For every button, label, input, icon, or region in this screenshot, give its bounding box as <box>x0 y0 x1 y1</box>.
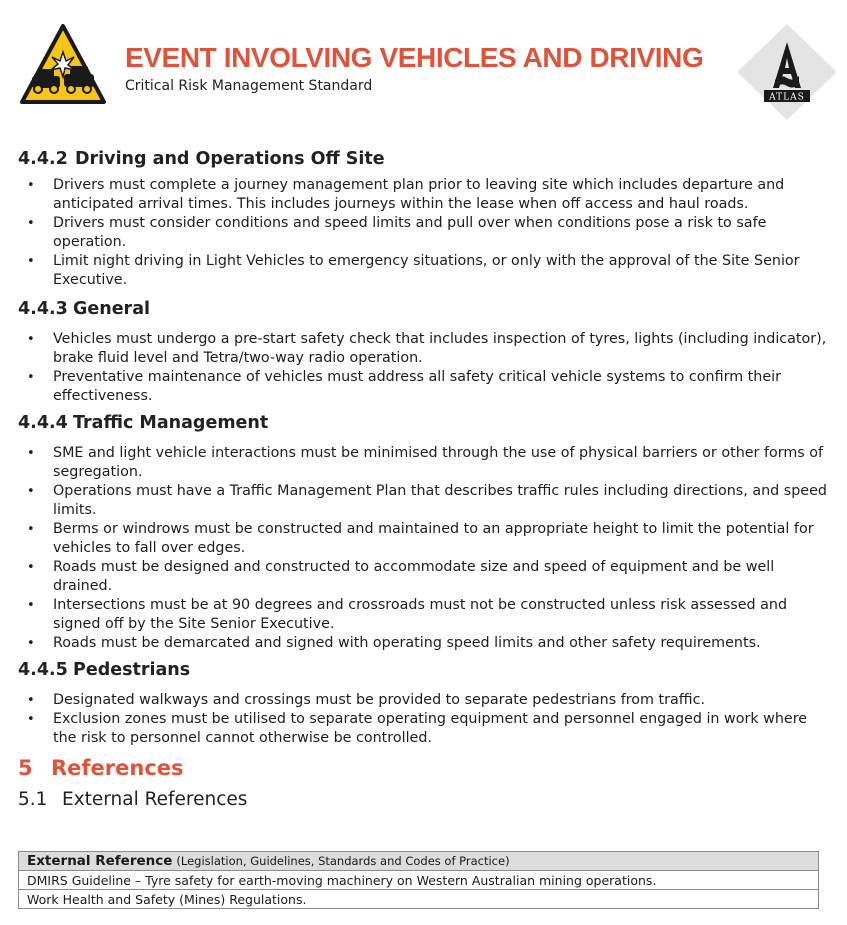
atlas-logo-text: ATLAS <box>769 92 805 103</box>
document-body <box>18 146 828 822</box>
list-item: • Intersections must be at 90 degrees and crossroads must not be constructed unless risk assessed and signed off by the Site Senior Executive. <box>18 596 828 634</box>
list-item: • Roads must be designed and constructed to accommodate size and speed of equipment and be well drained. <box>18 558 828 596</box>
references-heading <box>18 754 828 782</box>
bullet-list <box>18 444 828 653</box>
external-references-heading <box>18 786 828 814</box>
section-title: References <box>51 756 184 780</box>
list-item: • Designated walkways and crossings must be provided to separate pedestrians from traffic. <box>18 691 828 710</box>
section-heading <box>18 296 828 322</box>
section-4-4-3 <box>18 296 828 406</box>
external-references-table <box>18 851 819 909</box>
table-row <box>19 890 819 909</box>
bullet-list <box>18 691 828 748</box>
section-title: Pedestrians <box>73 660 191 680</box>
section-number: 4.4.5 <box>18 660 68 680</box>
atlas-logo <box>735 22 839 122</box>
section-4-4-4 <box>18 410 828 653</box>
section-heading <box>18 657 828 683</box>
bullet-list <box>18 176 828 290</box>
list-item: • Vehicles must undergo a pre-start safety check that includes inspection of tyres, lights (including indicator), brake fluid level and Tetra/two-way radio operation. <box>18 330 828 368</box>
table-cell: Work Health and Safety (Mines) Regulations. <box>19 890 819 909</box>
section-number: 5.1 <box>18 789 48 810</box>
section-title: Traffic Management <box>73 413 269 433</box>
section-heading <box>18 146 828 172</box>
section-title: Driving and Operations Off Site <box>75 149 385 169</box>
list-item: • Preventative maintenance of vehicles must address all safety critical vehicle systems to confirm their effectiveness. <box>18 368 828 406</box>
section-number: 4.4.4 <box>18 413 68 433</box>
table-header-label: External Reference <box>27 853 173 869</box>
list-item: • Berms or windrows must be constructed and maintained to an appropriate height to limit the potential for vehicles to fall over edges. <box>18 520 828 558</box>
list-item: • SME and light vehicle interactions must be minimised through the use of physical barriers or other forms of segregation. <box>18 444 828 482</box>
list-item: • Roads must be demarcated and signed with operating speed limits and other safety requirements. <box>18 634 828 653</box>
section-number: 4.4.3 <box>18 299 68 319</box>
document-title: EVENT INVOLVING VEHICLES AND DRIVING <box>125 42 704 73</box>
table-header-row <box>19 852 819 871</box>
section-title: General <box>73 299 150 319</box>
list-item: • Operations must have a Traffic Management Plan that describes traffic rules including directions, and speed limits. <box>18 482 828 520</box>
section-title: External References <box>62 789 248 810</box>
bullet-list <box>18 330 828 406</box>
table-cell: DMIRS Guideline – Tyre safety for earth-moving machinery on Western Australian mining operations. <box>19 871 819 890</box>
list-item: • Limit night driving in Light Vehicles to emergency situations, or only with the approval of the Site Senior Executive. <box>18 252 828 290</box>
table-header-cell <box>19 852 819 871</box>
list-item: • Exclusion zones must be utilised to separate operating equipment and personnel engaged in work where the risk to personnel cannot otherwise be controlled. <box>18 710 828 748</box>
document-subtitle: Critical Risk Management Standard <box>125 78 373 94</box>
vehicle-collision-warning-icon <box>18 22 108 108</box>
section-number: 4.4.2 <box>18 149 68 169</box>
table-header-note: (Legislation, Guidelines, Standards and Codes of Practice) <box>176 854 510 868</box>
section-heading <box>18 410 828 436</box>
section-4-4-5 <box>18 657 828 748</box>
list-item: • Drivers must consider conditions and speed limits and pull over when conditions pose a risk to safe operation. <box>18 214 828 252</box>
section-4-4-2 <box>18 146 828 290</box>
table-row <box>19 871 819 890</box>
list-item: • Drivers must complete a journey management plan prior to leaving site which includes departure and anticipated arrival times. This includes journeys within the lease when off access and haul roads. <box>18 176 828 214</box>
section-number: 5 <box>18 756 33 780</box>
